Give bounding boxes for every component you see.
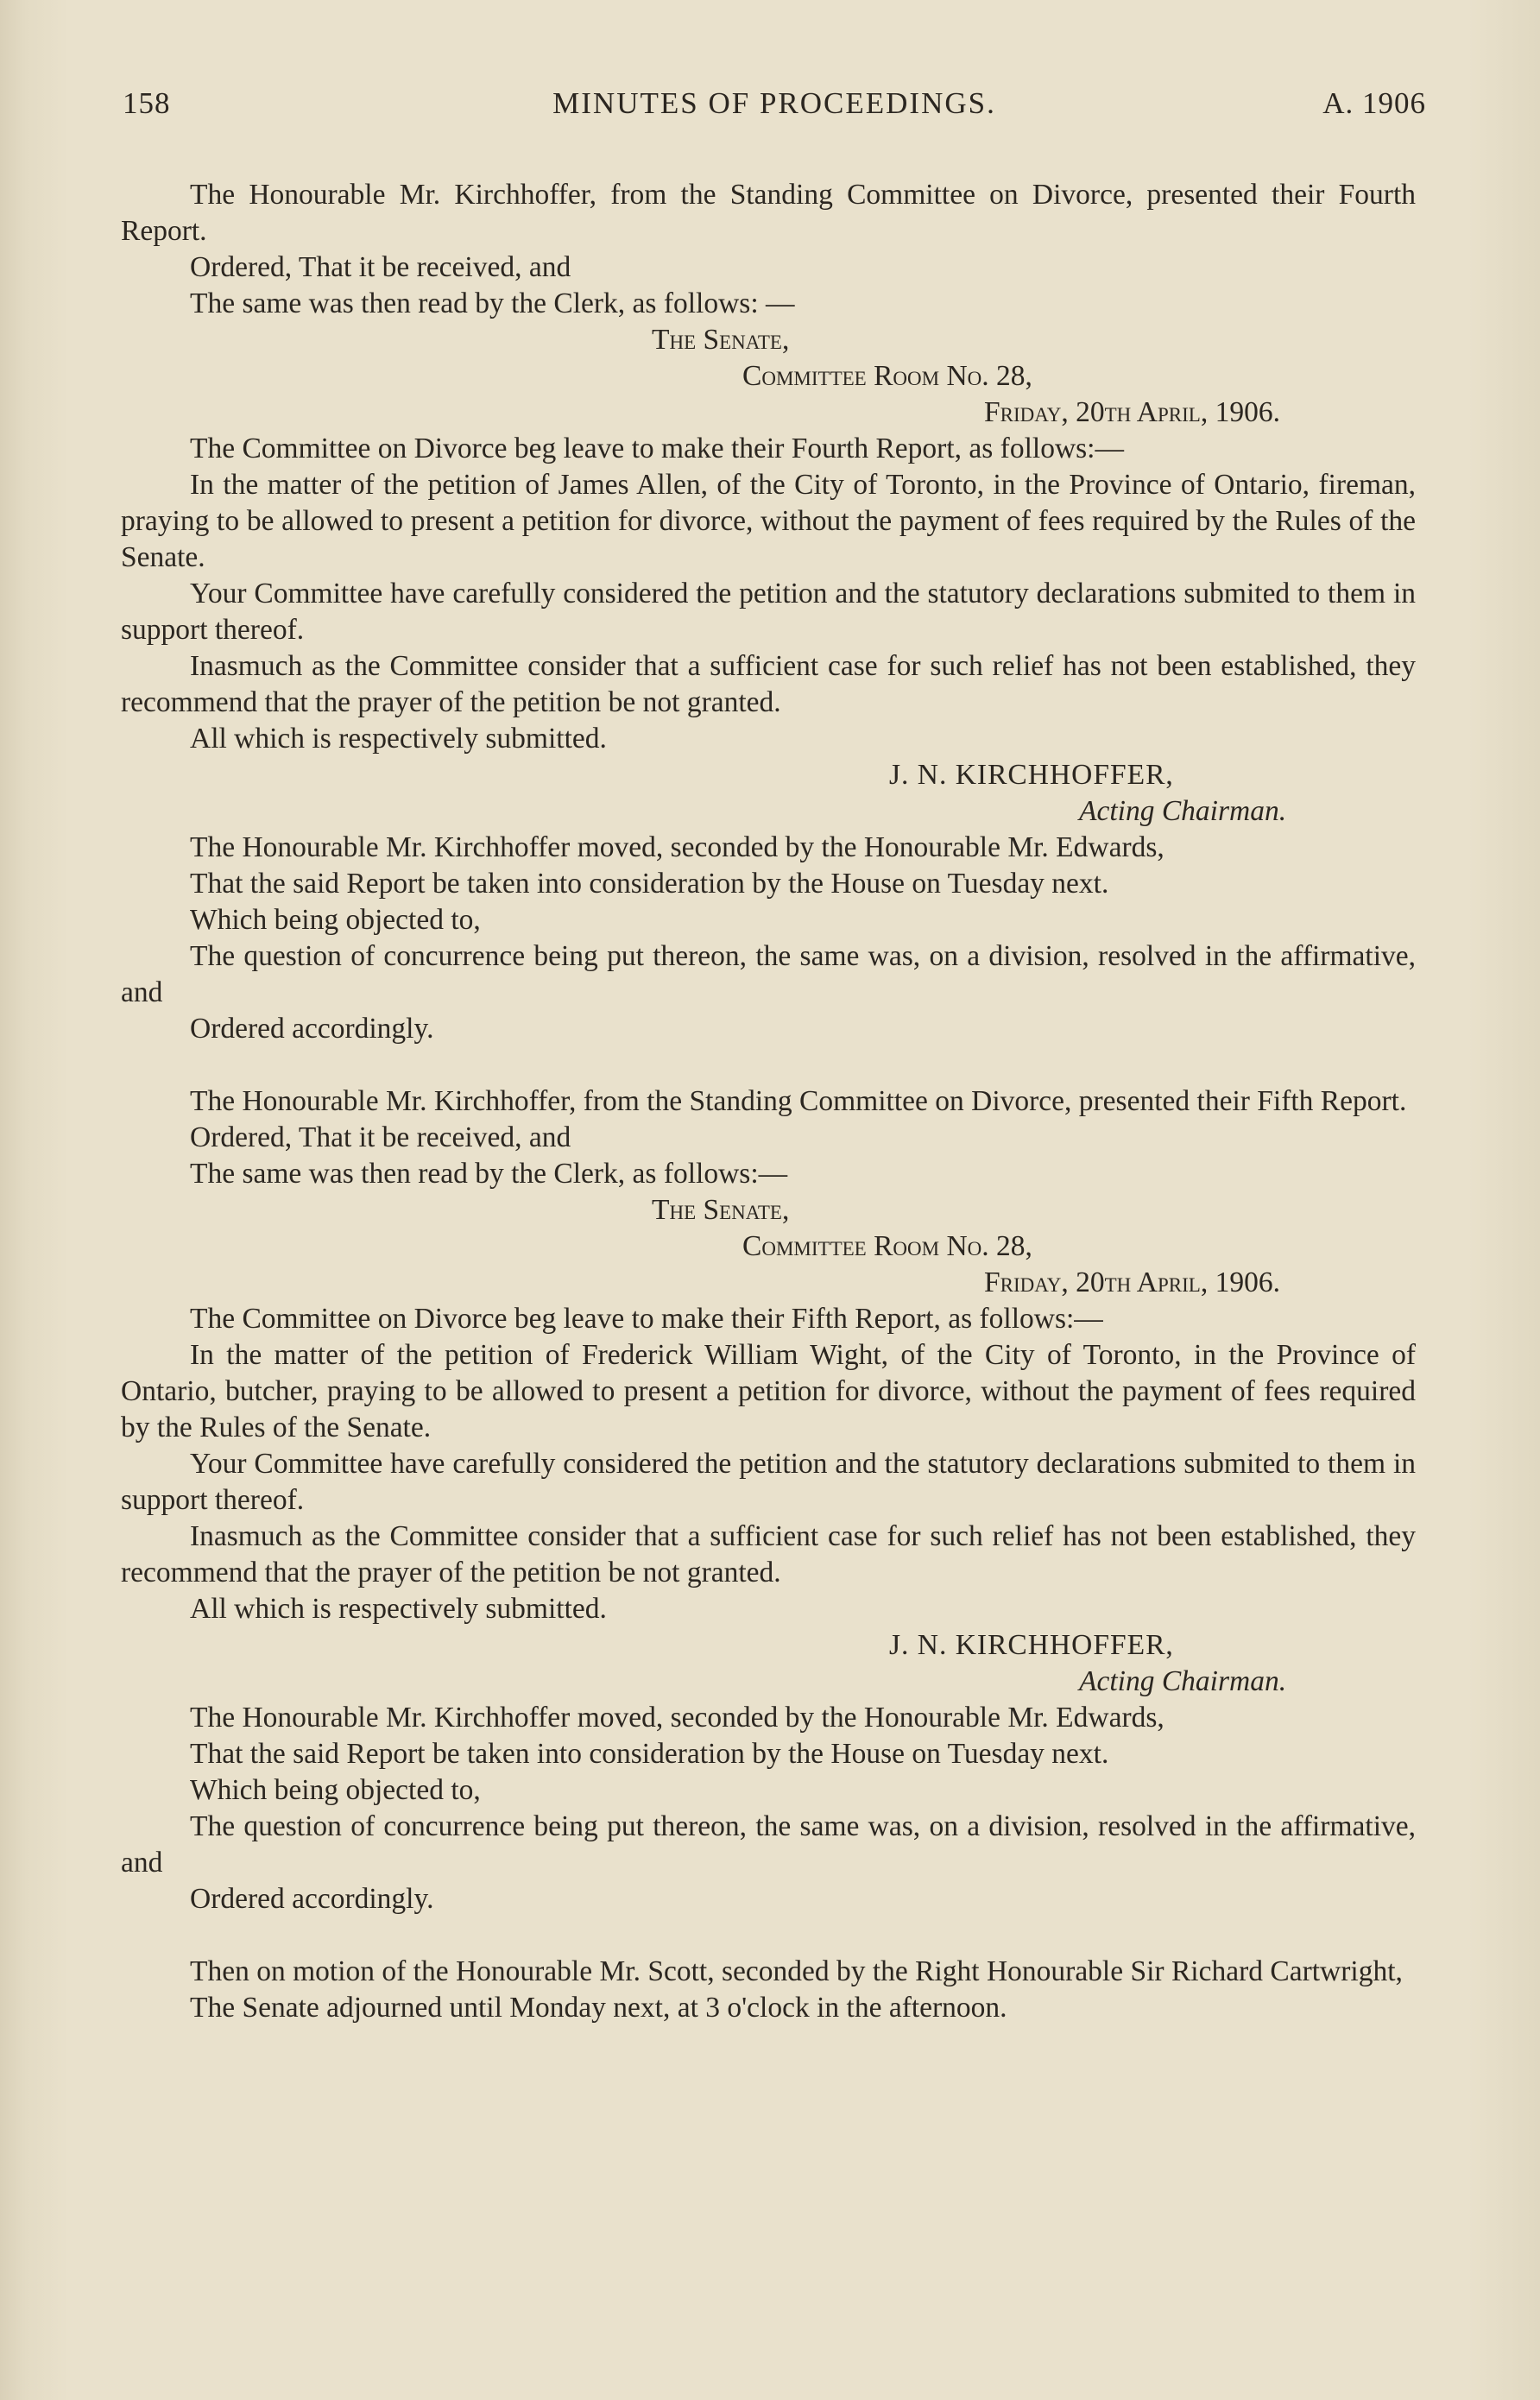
signature-name: J. N. KIRCHHOFFER, — [889, 1629, 1174, 1661]
paragraph: That the said Report be taken into consideration by the House on Tuesday next. — [190, 1738, 1109, 1770]
paragraph: Your Committee have carefully considered the petition and the statutory declarations submited to them in support thereof. — [121, 578, 1416, 646]
page-number: 158 — [123, 86, 171, 120]
paragraph: All which is respectively submitted. — [190, 723, 607, 755]
paragraph: Ordered, That it be received, and — [190, 251, 571, 283]
section-spacer — [121, 1917, 1416, 1954]
paragraph: Which being objected to, — [190, 904, 481, 936]
paragraph: That the said Report be taken into consideration by the House on Tuesday next. — [190, 868, 1109, 900]
paragraph: The Committee on Divorce beg leave to make their Fifth Report, as follows:— — [190, 1303, 1103, 1335]
paragraph: Ordered accordingly. — [190, 1013, 434, 1045]
paragraph: All which is respectively submitted. — [190, 1593, 607, 1625]
signature-role: Acting Chairman. — [1079, 1665, 1287, 1697]
paragraph: Then on motion of the Honourable Mr. Scott, seconded by the Right Honourable Sir Richard Cartwright, — [190, 1955, 1403, 1987]
letter-heading-senate: The Senate, — [652, 324, 790, 356]
letter-heading-room: Committee Room No. 28, — [742, 360, 1032, 392]
paragraph: Ordered, That it be received, and — [190, 1121, 571, 1153]
page-header — [123, 86, 1426, 129]
letter-heading-date: Friday, 20th April, 1906. — [984, 1266, 1280, 1298]
paragraph: The question of concurrence being put thereon, the same was, on a division, resolved in the affirmative, and — [121, 940, 1416, 1008]
letter-heading-senate: The Senate, — [652, 1194, 790, 1226]
paragraph: Ordered accordingly. — [190, 1883, 434, 1915]
paragraph: The Honourable Mr. Kirchhoffer, from the Standing Committee on Divorce, presented their Fourth Report. — [121, 179, 1416, 247]
running-title: MINUTES OF PROCEEDINGS. — [552, 86, 996, 120]
letter-heading-room: Committee Room No. 28, — [742, 1230, 1032, 1262]
paragraph: The Senate adjourned until Monday next, at 3 o'clock in the afternoon. — [190, 1992, 1007, 2024]
paragraph: The question of concurrence being put thereon, the same was, on a division, resolved in the affirmative, and — [121, 1810, 1416, 1879]
paragraph: Inasmuch as the Committee consider that a sufficient case for such relief has not been established, they recommend that the prayer of the petition be not granted. — [121, 650, 1416, 718]
running-year: A. 1906 — [1322, 86, 1426, 120]
paragraph: Your Committee have carefully considered the petition and the statutory declarations submited to them in support thereof. — [121, 1448, 1416, 1516]
paragraph: The same was then read by the Clerk, as follows:— — [190, 1158, 788, 1190]
page-body — [121, 177, 1416, 2026]
section-spacer — [121, 1047, 1416, 1083]
paragraph: The same was then read by the Clerk, as follows: — — [190, 287, 795, 319]
paragraph: Inasmuch as the Committee consider that a sufficient case for such relief has not been established, they recommend that the prayer of the petition be not granted. — [121, 1520, 1416, 1588]
paragraph: The Honourable Mr. Kirchhoffer moved, seconded by the Honourable Mr. Edwards, — [190, 1702, 1164, 1734]
signature-role: Acting Chairman. — [1079, 795, 1287, 827]
paragraph: The Honourable Mr. Kirchhoffer, from the Standing Committee on Divorce, presented their Fifth Report. — [190, 1085, 1407, 1117]
letter-heading-date: Friday, 20th April, 1906. — [984, 396, 1280, 428]
paragraph: In the matter of the petition of James Allen, of the City of Toronto, in the Province of Ontario, fireman, praying to be allowed to present a petition for divorce, without the payment of fees required by the Rules of the Senate. — [121, 469, 1416, 573]
signature-name: J. N. KIRCHHOFFER, — [889, 759, 1174, 791]
paragraph: In the matter of the petition of Frederick William Wight, of the City of Toronto, in the Province of Ontario, butcher, praying to be allowed to present a petition for divorce, without the payment of fees required by the Rules of the Senate. — [121, 1339, 1416, 1443]
paragraph: The Committee on Divorce beg leave to make their Fourth Report, as follows:— — [190, 433, 1124, 464]
paragraph: Which being objected to, — [190, 1774, 481, 1806]
paragraph: The Honourable Mr. Kirchhoffer moved, seconded by the Honourable Mr. Edwards, — [190, 831, 1164, 863]
